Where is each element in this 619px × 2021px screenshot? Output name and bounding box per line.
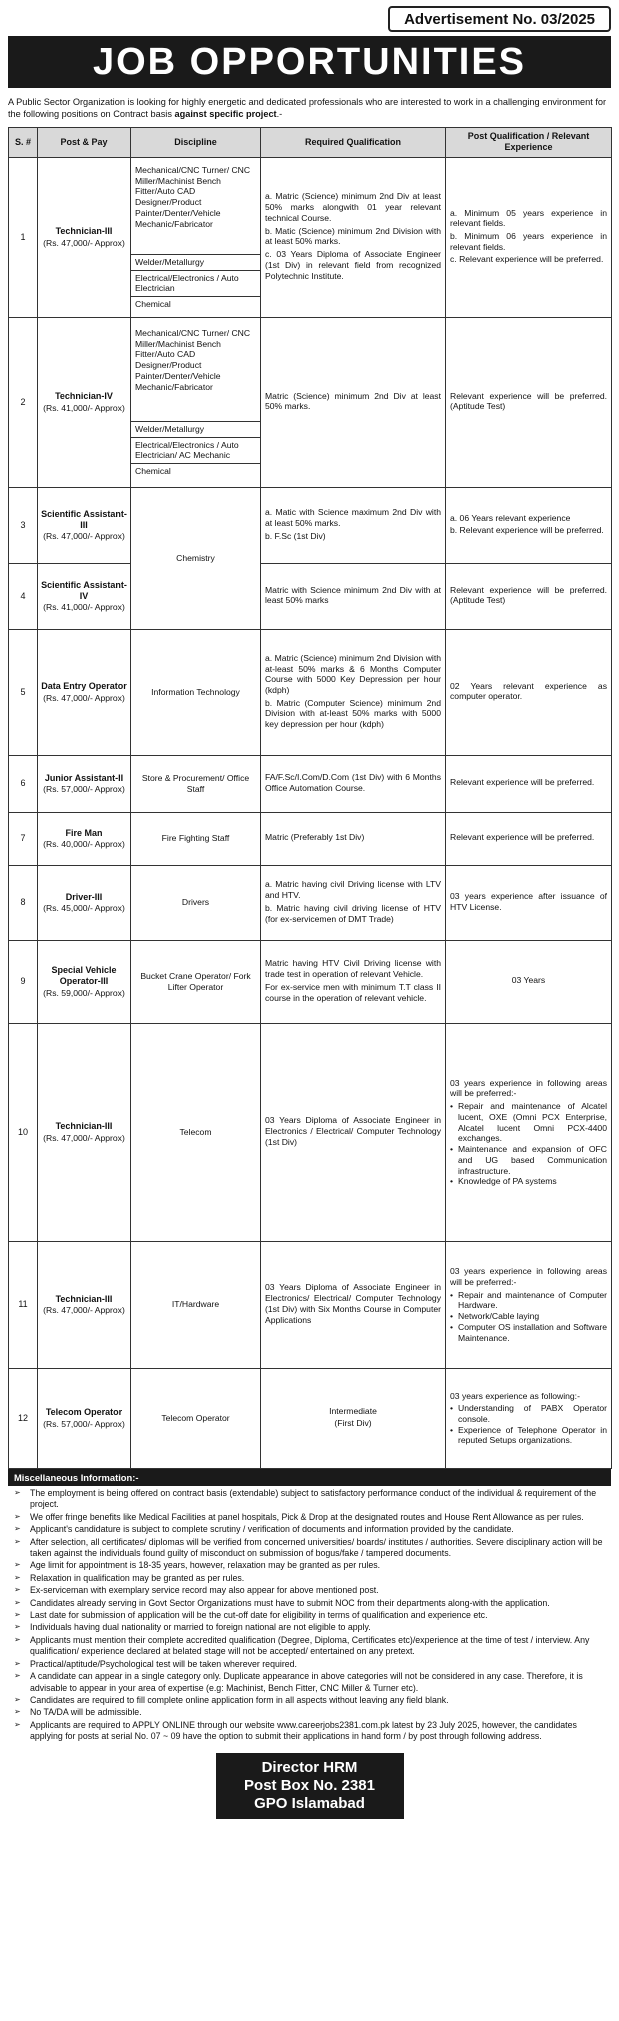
post-name: Telecom Operator — [45, 1407, 123, 1418]
arrow-icon: ➢ — [14, 1610, 21, 1620]
row-sn: 4 — [9, 563, 38, 629]
intro-text: A Public Sector Organization is looking for highly energetic and dedicated professionals who are interested to work in a challenging environment for the following positions on Contract basis — [8, 97, 607, 120]
row-discipline: Chemistry — [131, 487, 261, 629]
row-post — [38, 157, 131, 317]
arrow-icon: ➢ — [14, 1671, 21, 1681]
header-experience: Post Qualification / Relevant Experience — [446, 127, 612, 157]
advertisement-number: Advertisement No. 03/2025 — [388, 6, 611, 32]
qualification-line: a. Matric (Science) minimum 2nd Division with at-least 50% marks & 6 Months Computer Course with 5000 Key Depression per hour (kdph) — [265, 652, 441, 695]
post-name: Fire Man — [65, 827, 103, 838]
misc-text: Candidates are required to fill complete online application form in all aspects without leaving any field blank. — [30, 1695, 449, 1706]
experience-intro: 03 years experience in following areas will be preferred:- — [450, 1266, 607, 1287]
table-row — [9, 812, 612, 865]
row-post — [38, 487, 131, 563]
experience-line: Relevant experience will be preferred. — [450, 777, 595, 788]
row-sn: 6 — [9, 755, 38, 812]
qualification-line: For ex-service men with minimum T.T class II course in the operation of relevant vehicle. — [265, 981, 441, 1003]
row-experience — [446, 755, 612, 812]
experience-list — [450, 1290, 607, 1344]
qualification-line: b. F.Sc (1st Div) — [265, 530, 326, 541]
header-sn: S. # — [9, 127, 38, 157]
table-row — [9, 1241, 612, 1368]
row-qualification — [261, 1023, 446, 1241]
list-item: • Repair and maintenance of Alcatel lucent, OXE (Omni PCX Enterprise, Alcatel lucent Omni PCX-4400 exchanges. — [450, 1101, 607, 1144]
table-row — [9, 563, 612, 629]
table-row — [9, 1368, 612, 1468]
post-pay: (Rs. 47,000/- Approx) — [43, 531, 125, 542]
table-row — [9, 487, 612, 563]
list-item — [8, 1720, 611, 1743]
row-qualification — [261, 1368, 446, 1468]
list-item — [8, 1537, 611, 1560]
experience-line: Relevant experience will be preferred. (Aptitude Test) — [450, 390, 607, 412]
experience-line: b. Minimum 06 years experience in relevant fields. — [450, 230, 607, 252]
post-name: Data Entry Operator — [41, 681, 127, 692]
list-item — [8, 1512, 611, 1523]
discipline-item: Electrical/Electronics / Auto Electrician/ AC Mechanic — [131, 438, 260, 464]
experience-line: a. 06 Years relevant experience — [450, 512, 571, 523]
discipline-item: Welder/Metallurgy — [131, 255, 260, 271]
row-qualification — [261, 755, 446, 812]
row-post — [38, 865, 131, 940]
row-discipline — [131, 317, 261, 487]
misc-text: Individuals having dual nationality or married to foreign national are not eligible to apply. — [30, 1622, 371, 1633]
row-qualification — [261, 812, 446, 865]
experience-line: c. Relevant experience will be preferred. — [450, 254, 604, 265]
row-qualification — [261, 940, 446, 1023]
list-item: • Network/Cable laying — [450, 1311, 607, 1322]
row-experience — [446, 157, 612, 317]
list-item — [8, 1635, 611, 1658]
row-qualification — [261, 1241, 446, 1368]
row-discipline: Fire Fighting Staff — [131, 812, 261, 865]
arrow-icon: ➢ — [14, 1719, 21, 1729]
misc-text: Applicants are required to APPLY ONLINE through our website www.careerjobs2381.com.pk latest by 23 July 2025, however, the candidates applying for posts at serial No. 07 ~ 09 have the option to submit their applications in hand form / by post through following address. — [30, 1719, 577, 1742]
experience-line: 03 years experience after issuance of HTV License. — [450, 891, 607, 912]
misc-text: Applicants must mention their complete accredited qualification (Degree, Diploma, Certificates etc)/experience at the time of test / interview. Any qualification/ experience declared at belated stage will not be accepted/ entertained on any pretext. — [30, 1634, 590, 1657]
row-post — [38, 755, 131, 812]
row-sn: 11 — [9, 1241, 38, 1368]
experience-list — [450, 1101, 607, 1187]
discipline-item: Welder/Metallurgy — [131, 422, 260, 438]
row-discipline: Bucket Crane Operator/ Fork Lifter Operator — [131, 940, 261, 1023]
post-name: Scientific Assistant-III — [41, 508, 127, 530]
post-name: Driver-III — [65, 891, 103, 902]
qualification-line: a. Matric (Science) minimum 2nd Div at least 50% marks alongwith 01 year relevant technical Course. — [265, 191, 441, 223]
qualification-line: Matric with Science minimum 2nd Div with at least 50% marks — [265, 584, 441, 606]
row-experience — [446, 629, 612, 755]
row-discipline: Telecom Operator — [131, 1368, 261, 1468]
table-row — [9, 629, 612, 755]
experience-list — [450, 1403, 607, 1446]
arrow-icon: ➢ — [14, 1597, 21, 1607]
qualification-line: (First Div) — [334, 1418, 372, 1429]
row-qualification — [261, 563, 446, 629]
row-discipline: Information Technology — [131, 629, 261, 755]
list-item: • Maintenance and expansion of OFC and UG based Communication infrastructure. — [450, 1144, 607, 1176]
row-experience — [446, 1368, 612, 1468]
misc-text: Practical/aptitude/Psychological test will be taken wherever required. — [30, 1658, 297, 1669]
arrow-icon: ➢ — [14, 1622, 21, 1632]
post-pay: (Rs. 47,000/- Approx) — [43, 692, 125, 703]
misc-text: Ex-serviceman with exemplary service record may also appear for above mentioned post. — [30, 1585, 379, 1596]
row-discipline: Store & Procurement/ Office Staff — [131, 755, 261, 812]
experience-line: 03 Years — [511, 975, 546, 986]
row-experience — [446, 487, 612, 563]
list-item: • Computer OS installation and Software Maintenance. — [450, 1322, 607, 1343]
qualification-line: 03 Years Diploma of Associate Engineer in Electronics/ Electrical/ Computer Technology (1st Div) with Six Months Course in Computer Applications — [265, 1282, 441, 1325]
experience-intro: 03 years experience in following areas will be preferred:- — [450, 1077, 607, 1099]
misc-text: Applicant's candidature is subject to complete scrutiny / verification of documents and information provided by the candidate. — [30, 1524, 514, 1535]
table-row — [9, 157, 612, 317]
table-header-row — [9, 127, 612, 157]
list-item: • Experience of Telephone Operator in reputed Setups organizations. — [450, 1425, 607, 1446]
row-sn: 8 — [9, 865, 38, 940]
qualification-line: FA/F.Sc/I.Com/D.Com (1st Div) with 6 Months Office Automation Course. — [265, 772, 441, 793]
intro-paragraph — [8, 96, 611, 121]
qualification-line: a. Matic with Science maximum 2nd Div with at least 50% marks. — [265, 507, 441, 528]
footer-line: GPO Islamabad — [254, 1794, 365, 1812]
list-item — [8, 1659, 611, 1670]
row-qualification — [261, 629, 446, 755]
list-item — [8, 1671, 611, 1694]
qualification-line: c. 03 Years Diploma of Associate Engineer (1st Div) in relevant field from recognized Polytechnic Institute. — [265, 249, 441, 281]
row-sn: 1 — [9, 157, 38, 317]
post-name: Junior Assistant-II — [44, 772, 124, 783]
misc-text: Relaxation in qualification may be granted as per rules. — [30, 1572, 245, 1583]
qualification-line: 03 Years Diploma of Associate Engineer in Electronics / Electrical/ Computer Technology (1st Div) — [265, 1115, 441, 1147]
qualification-line: Intermediate — [329, 1405, 377, 1416]
arrow-icon: ➢ — [14, 1536, 21, 1546]
post-pay: (Rs. 57,000/- Approx) — [43, 1418, 125, 1429]
list-item — [8, 1573, 611, 1584]
misc-heading: Miscellaneous Information:- — [8, 1469, 611, 1486]
list-item — [8, 1560, 611, 1571]
intro-end: .- — [276, 109, 283, 120]
arrow-icon: ➢ — [14, 1572, 21, 1582]
list-item — [8, 1707, 611, 1718]
contact-address — [216, 1753, 404, 1819]
experience-line: a. Minimum 05 years experience in relevant fields. — [450, 207, 607, 229]
list-item: • Repair and maintenance of Computer Hardware. — [450, 1290, 607, 1311]
misc-text: We offer fringe benefits like Medical Facilities at panel hospitals, Pick & Drop at the designated routes and House Rent Allowance as per rules. — [30, 1511, 584, 1522]
discipline-item: Mechanical/CNC Turner/ CNC Miller/Machinist Bench Fitter/Auto CAD Designer/Product Painter/Denter/Vehicle Mechanic/Fabricator — [131, 326, 260, 422]
experience-line: Relevant experience will be preferred. (Aptitude Test) — [450, 584, 607, 606]
misc-text: Age limit for appointment is 18-35 years, however, relaxation may be granted as per rules. — [30, 1560, 381, 1571]
row-post — [38, 1241, 131, 1368]
post-pay: (Rs. 47,000/- Approx) — [43, 237, 125, 248]
row-discipline: IT/Hardware — [131, 1241, 261, 1368]
row-experience — [446, 812, 612, 865]
table-row — [9, 940, 612, 1023]
list-item — [8, 1585, 611, 1596]
experience-line: Relevant experience will be preferred. — [450, 832, 595, 843]
row-discipline: Telecom — [131, 1023, 261, 1241]
post-name: Special Vehicle Operator-III — [51, 965, 117, 987]
advertisement-number-row — [8, 6, 611, 32]
row-sn: 10 — [9, 1023, 38, 1241]
intro-bold: against specific project — [174, 109, 277, 120]
header-qualification: Required Qualification — [261, 127, 446, 157]
table-row — [9, 1023, 612, 1241]
footer-line: Director HRM — [261, 1758, 358, 1776]
table-row — [9, 317, 612, 487]
arrow-icon: ➢ — [14, 1634, 21, 1644]
list-item — [8, 1524, 611, 1535]
row-discipline — [131, 157, 261, 317]
row-sn: 5 — [9, 629, 38, 755]
post-pay: (Rs. 40,000/- Approx) — [43, 839, 125, 850]
misc-text: Candidates already serving in Govt Sector Organizations must have to submit NOC from their departments along-with the application. — [30, 1597, 550, 1608]
qualification-line: b. Matric having civil driving license of HTV (for ex-servicemen of DMT Trade) — [265, 902, 441, 924]
arrow-icon: ➢ — [14, 1658, 21, 1668]
post-pay: (Rs. 41,000/- Approx) — [43, 402, 125, 413]
row-experience — [446, 317, 612, 487]
post-name: Technician-IV — [55, 391, 113, 402]
row-experience — [446, 563, 612, 629]
row-post — [38, 940, 131, 1023]
list-item: • Understanding of PABX Operator console. — [450, 1403, 607, 1424]
table-row — [9, 755, 612, 812]
list-item — [8, 1488, 611, 1511]
list-item — [8, 1598, 611, 1609]
row-qualification — [261, 317, 446, 487]
header-post-pay: Post & Pay — [38, 127, 131, 157]
row-sn: 3 — [9, 487, 38, 563]
misc-text: The employment is being offered on contract basis (extendable) subject to satisfactory performance conduct of the individual & requirement of the project. — [30, 1487, 597, 1510]
row-experience — [446, 1023, 612, 1241]
qualification-line: a. Matric having civil Driving license with LTV and HTV. — [265, 879, 441, 901]
post-pay: (Rs. 47,000/- Approx) — [43, 1132, 125, 1143]
list-item — [8, 1610, 611, 1621]
row-post — [38, 317, 131, 487]
qualification-line: b. Matric (Computer Science) minimum 2nd Division with at-least 50% marks with 5000 key depression per hour (kdph) — [265, 697, 441, 730]
row-post — [38, 1368, 131, 1468]
list-item — [8, 1622, 611, 1633]
post-pay: (Rs. 57,000/- Approx) — [43, 784, 125, 795]
discipline-item: Chemical — [135, 299, 171, 310]
row-post — [38, 812, 131, 865]
row-qualification — [261, 157, 446, 317]
misc-text: Last date for submission of application will be the cut-off date for eligibility in terms of qualification and experience etc. — [30, 1610, 488, 1621]
post-pay: (Rs. 59,000/- Approx) — [43, 987, 125, 998]
qualification-line: b. Matic (Science) minimum 2nd Division with at least 50% marks. — [265, 225, 441, 247]
misc-text: A candidate can appear in a single category only. Duplicate appearance in above categories will not be considered in any case. Therefore, it is advisable to appear in your area of expertise (e.g: Machinist, Bench Fitter, CNC Miller & Turner etc). — [30, 1671, 583, 1693]
row-sn: 12 — [9, 1368, 38, 1468]
row-qualification — [261, 487, 446, 563]
misc-text: After selection, all certificates/ diplomas will be verified from concerned universities/ boards/ institutes / authorities. Severe disciplinary action will be taken against the individuals found guilty of misconduct on submission of bogus/fake / tampered documents. — [30, 1536, 603, 1558]
discipline-item: Chemical — [135, 466, 171, 477]
arrow-icon: ➢ — [14, 1707, 21, 1717]
footer-line: Post Box No. 2381 — [244, 1776, 375, 1794]
row-experience — [446, 940, 612, 1023]
header-discipline: Discipline — [131, 127, 261, 157]
arrow-icon: ➢ — [14, 1487, 21, 1497]
row-post — [38, 563, 131, 629]
row-experience — [446, 1241, 612, 1368]
arrow-icon: ➢ — [14, 1560, 21, 1570]
qualification-line: Matric (Science) minimum 2nd Div at least 50% marks. — [265, 390, 441, 412]
row-sn: 9 — [9, 940, 38, 1023]
row-sn: 2 — [9, 317, 38, 487]
table-row — [9, 865, 612, 940]
discipline-item: Electrical/Electronics / Auto Electrician — [131, 271, 260, 297]
discipline-item: Mechanical/CNC Turner/ CNC Miller/Machinist Bench Fitter/Auto CAD Designer/Product Painter/Denter/Vehicle Mechanic/Fabricator — [131, 163, 260, 255]
arrow-icon: ➢ — [14, 1511, 21, 1521]
post-name: Technician-III — [55, 1121, 113, 1132]
list-item — [8, 1695, 611, 1706]
experience-intro: 03 years experience as following:- — [450, 1390, 580, 1401]
page-title: JOB OPPORTUNITIES — [8, 36, 611, 88]
misc-text: No TA/DA will be admissible. — [30, 1707, 142, 1718]
row-qualification — [261, 865, 446, 940]
row-experience — [446, 865, 612, 940]
experience-line: 02 Years relevant experience as computer operator. — [450, 680, 607, 702]
qualification-line: Matric having HTV Civil Driving license with trade test in operation of relevant Vehicle. — [265, 958, 441, 980]
qualification-line: Matric (Preferably 1st Div) — [265, 832, 365, 843]
row-post — [38, 1023, 131, 1241]
post-pay: (Rs. 45,000/- Approx) — [43, 903, 125, 914]
post-pay: (Rs. 41,000/- Approx) — [43, 602, 125, 613]
list-item: • Knowledge of PA systems — [450, 1176, 607, 1187]
arrow-icon: ➢ — [14, 1524, 21, 1534]
row-discipline: Drivers — [131, 865, 261, 940]
post-name: Technician-III — [55, 226, 113, 237]
arrow-icon: ➢ — [14, 1585, 21, 1595]
post-pay: (Rs. 47,000/- Approx) — [43, 1305, 125, 1316]
post-name: Scientific Assistant-IV — [41, 579, 127, 601]
row-sn: 7 — [9, 812, 38, 865]
arrow-icon: ➢ — [14, 1695, 21, 1705]
misc-list — [8, 1488, 611, 1743]
post-name: Technician-III — [55, 1293, 113, 1304]
experience-line: b. Relevant experience will be preferred. — [450, 525, 604, 536]
jobs-table — [8, 127, 612, 1469]
row-post — [38, 629, 131, 755]
